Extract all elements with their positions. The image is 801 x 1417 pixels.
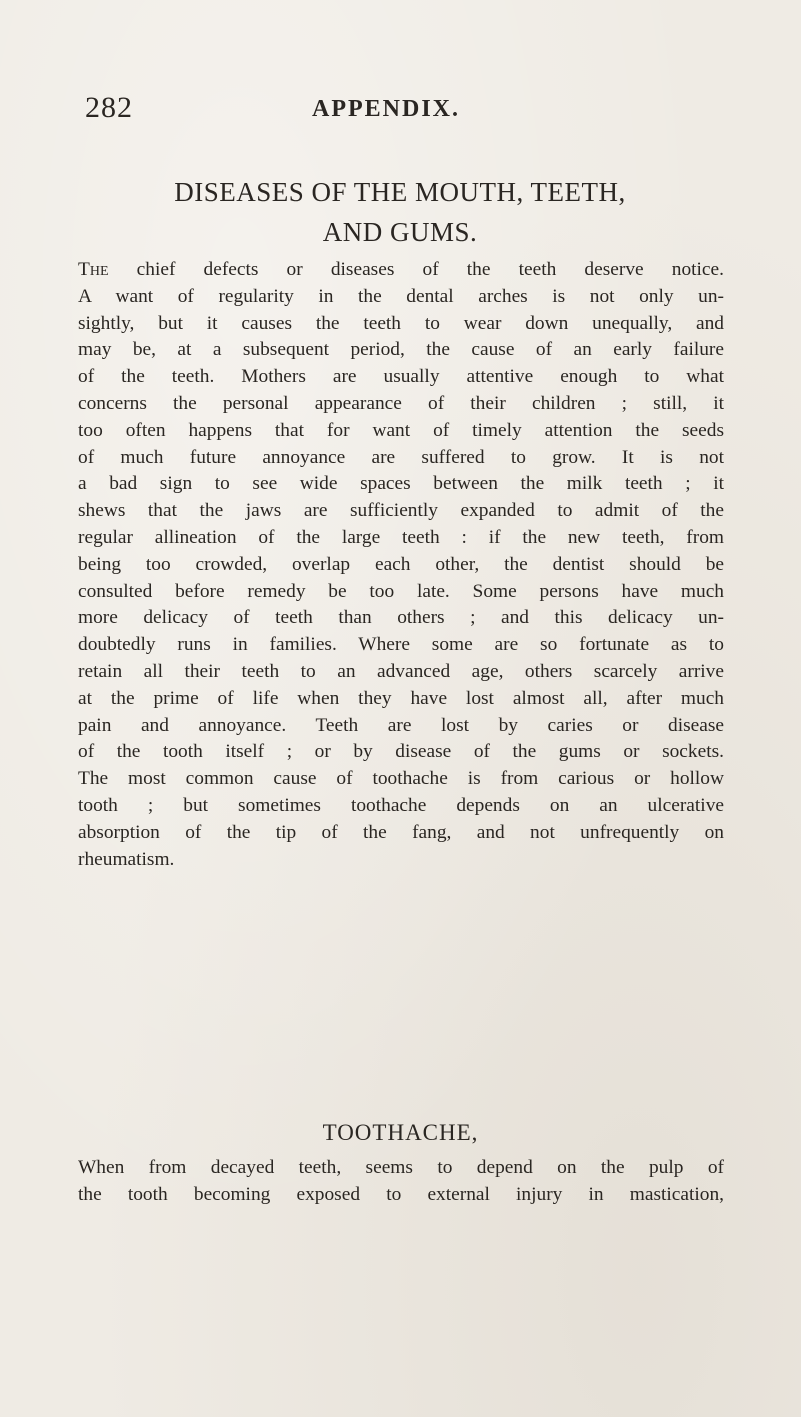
paragraph-line: of the tooth itself ; or by disease of the gums or sockets. xyxy=(78,741,724,763)
paragraph-line: A want of regularity in the dental arches is not only un- xyxy=(78,285,724,307)
lead-word: The xyxy=(78,259,109,280)
paragraph-line: too often happens that for want of timely attention the seeds xyxy=(78,419,724,441)
chapter-title-line-2: AND GUMS. xyxy=(322,217,478,247)
chapter-title xyxy=(60,172,740,252)
page-number: 282 xyxy=(85,91,133,124)
paragraph-diseases xyxy=(78,257,724,873)
running-head xyxy=(0,88,801,128)
paragraph-line: may be, at a subsequent period, the cause of an early failure xyxy=(78,339,724,361)
paragraph-line: a bad sign to see wide spaces between the milk teeth ; it xyxy=(78,473,724,495)
paragraph-line: When from decayed teeth, seems to depend on the pulp of xyxy=(78,1157,724,1178)
paragraph-line: shews that the jaws are sufficiently expanded to admit of the xyxy=(78,500,724,522)
paragraph-line: rheumatism. xyxy=(78,848,175,870)
paragraph-toothache xyxy=(78,1155,724,1209)
paragraph-line: tooth ; but sometimes toothache depends on an ulcerative xyxy=(78,794,724,816)
paragraph-line: The most common cause of toothache is from carious or hollow xyxy=(78,768,724,790)
paragraph-line: retain all their teeth to an advanced age, others scarcely arrive xyxy=(78,660,724,682)
paragraph-line: concerns the personal appearance of their children ; still, it xyxy=(78,392,724,414)
section-title: TOOTHACHE, xyxy=(322,1120,479,1145)
paragraph-line: at the prime of life when they have lost almost all, after much xyxy=(78,687,724,709)
paragraph-line: of the teeth. Mothers are usually attentive enough to what xyxy=(78,366,724,388)
paragraph-line: being too crowded, overlap each other, the dentist should be xyxy=(78,553,724,575)
paragraph-line: sightly, but it causes the teeth to wear down unequally, and xyxy=(78,312,724,334)
line-text: chief defects or diseases of the teeth deserve notice. xyxy=(108,259,724,280)
paragraph-line: pain and annoyance. Teeth are lost by caries or disease xyxy=(78,714,724,736)
paragraph-line: doubtedly runs in families. Where some are so fortunate as to xyxy=(78,634,724,656)
paragraph-line: more delicacy of teeth than others ; and this delicacy un- xyxy=(78,607,724,629)
paragraph-line xyxy=(78,257,724,284)
chapter-title-line-1: DISEASES OF THE MOUTH, TEETH, xyxy=(174,177,626,207)
paragraph-line: absorption of the tip of the fang, and not unfrequently on xyxy=(78,821,724,843)
paragraph-line: of much future annoyance are suffered to grow. It is not xyxy=(78,446,724,468)
paragraph-line: regular allineation of the large teeth : if the new teeth, from xyxy=(78,526,724,548)
paragraph-line: consulted before remedy be too late. Some persons have much xyxy=(78,580,724,602)
running-title: APPENDIX. xyxy=(312,96,460,122)
paragraph-line: the tooth becoming exposed to external injury in mastication, xyxy=(78,1183,724,1205)
